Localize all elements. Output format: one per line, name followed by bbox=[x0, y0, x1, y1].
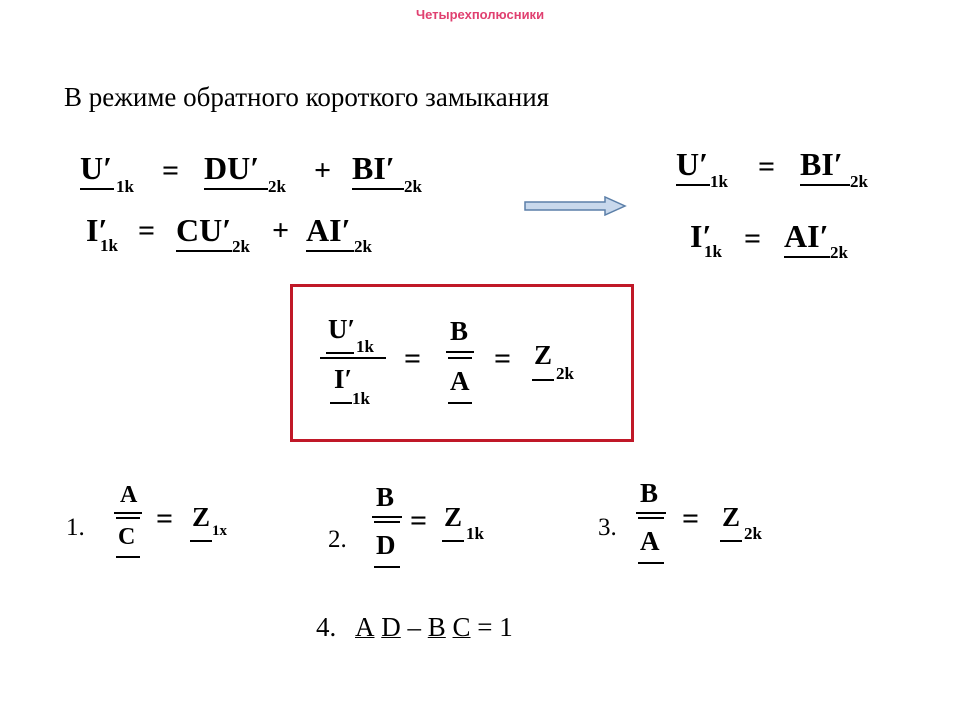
eq-left-2-plus: + bbox=[272, 214, 290, 247]
eq-left-1-lhs-sub: 1k bbox=[116, 177, 134, 196]
item-1-equals: = bbox=[156, 502, 174, 535]
underline-mark bbox=[448, 357, 472, 359]
item-3-z-sub: 2k bbox=[744, 524, 762, 543]
underline-mark bbox=[116, 517, 140, 519]
underline-mark bbox=[330, 402, 352, 404]
highlight-box bbox=[290, 284, 634, 442]
item-1-z: Z bbox=[192, 502, 211, 532]
underline-mark bbox=[116, 556, 140, 558]
eq-left-1-term2-sub: 2k bbox=[404, 177, 422, 196]
underline-mark bbox=[176, 250, 232, 252]
eq-right-1-rhs: BI′ bbox=[800, 146, 843, 182]
eq-right-2-rhs: AI′ bbox=[784, 218, 829, 254]
eq-left-1-lhs: U′ bbox=[80, 150, 113, 186]
underline-mark bbox=[374, 521, 400, 523]
item-2-number: 2. bbox=[328, 526, 347, 553]
item-1-frac-den: C bbox=[118, 524, 136, 550]
boxed-equals-1: = bbox=[404, 342, 422, 375]
item-2-equals: = bbox=[410, 504, 428, 537]
eq-right-2-rhs-sub: 2k bbox=[830, 243, 848, 262]
fraction-bar bbox=[372, 516, 402, 518]
boxed-frac-num: B bbox=[450, 316, 469, 346]
boxed-num: U′ bbox=[328, 314, 356, 344]
eq-left-2-equals: = bbox=[138, 214, 156, 247]
item-3-frac-den: A bbox=[640, 526, 660, 556]
slide-title: Четырехполюсники bbox=[415, 7, 545, 22]
underline-mark bbox=[442, 540, 464, 542]
section-heading: В режиме обратного короткого замыкания bbox=[64, 82, 550, 112]
eq-right-1-equals: = bbox=[758, 150, 776, 183]
item-3-number: 3. bbox=[598, 514, 617, 541]
item-3-z: Z bbox=[722, 502, 741, 532]
underline-mark bbox=[720, 540, 742, 542]
eq-right-1-rhs-sub: 2k bbox=[850, 172, 868, 191]
eq-left-1-term1-sub: 2k bbox=[268, 177, 286, 196]
item-4 bbox=[316, 612, 513, 643]
fraction-bar bbox=[636, 512, 666, 514]
eq-right-1-lhs: U′ bbox=[676, 146, 709, 182]
boxed-den: I′ bbox=[334, 364, 353, 394]
boxed-equals-2: = bbox=[494, 342, 512, 375]
boxed-z-sub: 2k bbox=[556, 364, 574, 383]
item-4-b: B bbox=[427, 612, 446, 642]
eq-left-2-lhs: I′ bbox=[86, 212, 108, 248]
underline-mark bbox=[532, 379, 554, 381]
underline-mark bbox=[800, 184, 850, 186]
underline-mark bbox=[352, 188, 404, 190]
eq-left-2-lhs-sub: 1k bbox=[100, 236, 118, 255]
item-1-z-sub: 1x bbox=[212, 523, 227, 539]
item-4-a: A bbox=[355, 612, 375, 642]
underline-mark bbox=[306, 250, 354, 252]
item-4-c: C bbox=[452, 612, 471, 642]
underline-mark bbox=[80, 188, 114, 190]
item-4-equals: = 1 bbox=[477, 612, 513, 642]
eq-right-2-equals: = bbox=[744, 222, 762, 255]
eq-left-2-term1: CU′ bbox=[176, 212, 232, 248]
eq-left-2-term2: AI′ bbox=[306, 212, 351, 248]
eq-right-2-lhs: I′ bbox=[690, 218, 712, 254]
underline-mark bbox=[326, 352, 354, 354]
eq-left-1-plus: + bbox=[314, 154, 332, 187]
item-1-number: 1. bbox=[66, 514, 85, 541]
item-1-frac-num: A bbox=[120, 482, 138, 508]
underline-mark bbox=[204, 188, 268, 190]
boxed-den-sub: 1k bbox=[352, 389, 370, 408]
boxed-z: Z bbox=[534, 340, 553, 370]
eq-right-2-lhs-sub: 1k bbox=[704, 242, 722, 261]
boxed-frac-den: A bbox=[450, 366, 470, 396]
eq-left-2-term1-sub: 2k bbox=[232, 237, 250, 256]
eq-left-1-term1: DU′ bbox=[204, 150, 260, 186]
item-2-frac-num: B bbox=[376, 482, 395, 512]
underline-mark bbox=[190, 540, 212, 542]
eq-left-1-equals: = bbox=[162, 154, 180, 187]
item-4-number: 4. bbox=[316, 612, 337, 642]
item-2-z-sub: 1k bbox=[466, 524, 484, 543]
boxed-num-sub: 1k bbox=[356, 337, 374, 356]
item-4-minus: – bbox=[407, 612, 422, 642]
item-2-frac-den: D bbox=[376, 530, 396, 560]
item-3-equals: = bbox=[682, 502, 700, 535]
underline-mark bbox=[638, 562, 664, 564]
underline-mark bbox=[374, 566, 400, 568]
item-2-z: Z bbox=[444, 502, 463, 532]
eq-left-2-term2-sub: 2k bbox=[354, 237, 372, 256]
underline-mark bbox=[448, 402, 472, 404]
right-arrow-icon bbox=[523, 196, 627, 216]
underline-mark bbox=[638, 517, 664, 519]
underline-mark bbox=[676, 184, 710, 186]
item-3-frac-num: B bbox=[640, 478, 659, 508]
underline-mark bbox=[784, 256, 830, 258]
eq-right-1-lhs-sub: 1k bbox=[710, 172, 728, 191]
fraction-bar bbox=[114, 512, 142, 514]
fraction-bar bbox=[446, 351, 474, 353]
eq-left-1-term2: BI′ bbox=[352, 150, 395, 186]
item-4-d: D bbox=[381, 612, 401, 642]
fraction-bar bbox=[320, 357, 386, 359]
